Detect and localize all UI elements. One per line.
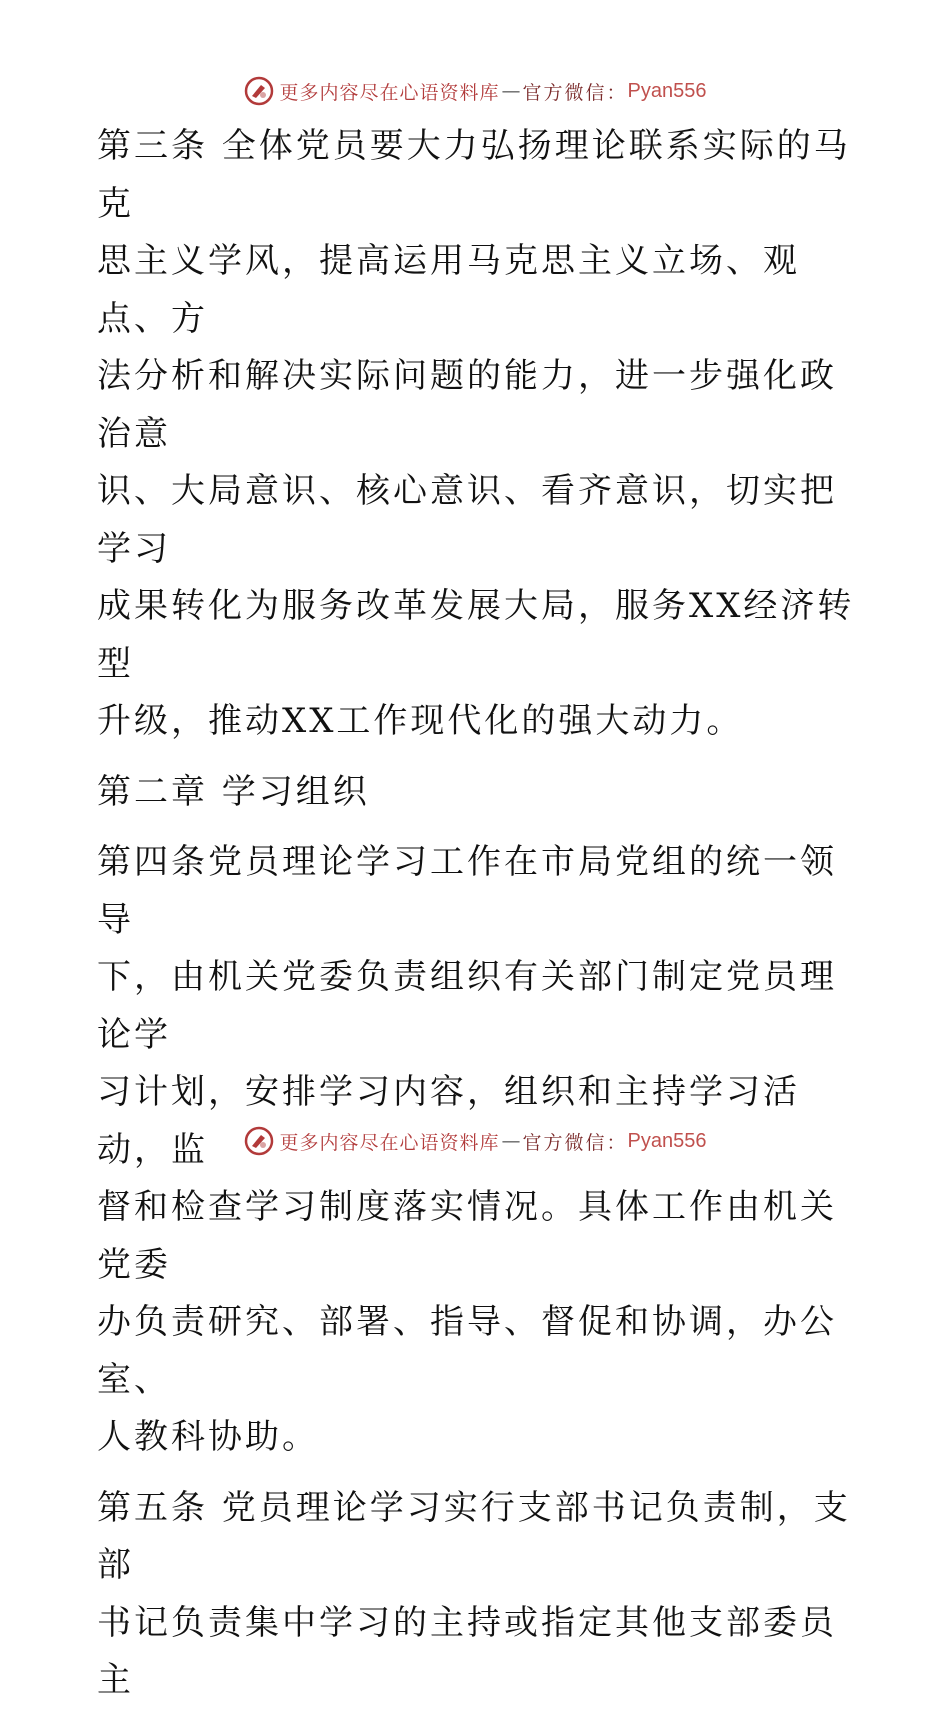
watermark-label: 官方微信： bbox=[522, 81, 628, 104]
article-4-paragraph: 第四条党员理论学习工作在市局党组的统一领导 下，由机关党委负责组织有关部门制定党员理论学 习计划，安排学习内容，组织和主持学习活动，监 督和检查学习制度落实情况。具体工作由机关党委 办负责研究、部署、指导、督促和协调，办公室、 人教科协助。 bbox=[97, 842, 837, 1457]
watermark-site-text: 更多内容尽在心语资料库 bbox=[279, 81, 500, 104]
header-watermark bbox=[0, 71, 950, 111]
chapter-2-heading: 第二章 学习组织 bbox=[97, 771, 370, 812]
watermark-dash: — bbox=[501, 1130, 521, 1152]
footer-watermark bbox=[0, 1121, 950, 1161]
watermark-label: 官方微信： bbox=[522, 1131, 628, 1154]
brand-logo-icon bbox=[244, 1126, 274, 1156]
article-5-paragraph: 第五条 党员理论学习实行支部书记负责制，支部 书记负责集中学习的主持或指定其他支部委员主 bbox=[97, 1487, 851, 1700]
watermark-site-text: 更多内容尽在心语资料库 bbox=[279, 1131, 500, 1154]
watermark-dash: — bbox=[501, 80, 521, 102]
article-3-paragraph: 第三条 全体党员要大力弘扬理论联系实际的马克 思主义学风，提高运用马克思主义立场、观点、方 法分析和解决实际问题的能力，进一步强化政治意 识、大局意识、核心意识、看齐意识，切实把学习 成果转化为服务改革发展大局，服务XX经济转型 升级，推动XX工作现代化的强大动力。 bbox=[97, 126, 855, 741]
watermark-id: Pyan556 bbox=[627, 1129, 707, 1152]
document-body bbox=[97, 118, 857, 1710]
watermark-id: Pyan556 bbox=[627, 79, 707, 102]
brand-logo-icon bbox=[244, 76, 274, 106]
